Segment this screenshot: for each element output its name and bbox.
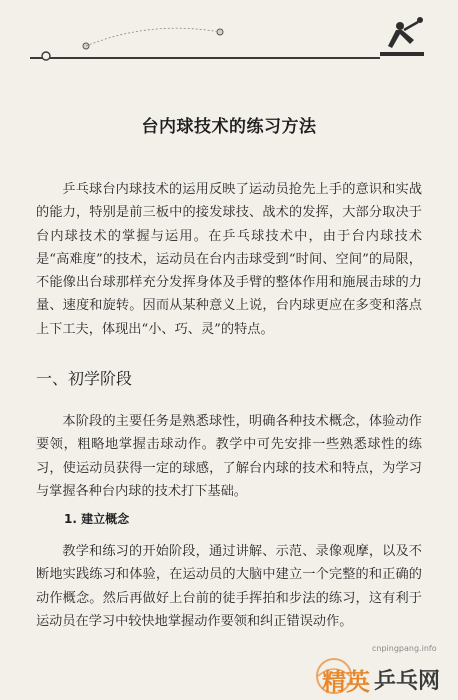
stage-paragraph: 本阶段的主要任务是熟悉球性，明确各种技术概念，体验动作要领，粗略地掌握击球动作。教学中可先安排一些熟悉球性的练习，使运动员获得一定的球感，了解台内球的技术和特点，为学习与掌握各种台内球的技术打下基础。 [36,414,422,499]
site-watermark [304,656,454,696]
intro-paragraph: 乒乓球台内球技术的运用反映了运动员抢先上手的意识和实战的能力，特别是前三板中的接发球技、战术的发挥，大部分取决于台内球技术的掌握与运用。在乒乓球技术中，由于台内球技术是“高难度”的技术，运动员在台内击球受到“时间、空间”的局限，不能像出台球那样充分发挥身体及手臂的整体作用和施展击球的力量、速度和旋转。因而从某种意义上说，台内球更应在多变和落点上下工夫，体现出“小、巧、灵”的特点。 [36,182,422,337]
site-url: cnpingpang.info [372,644,437,653]
page-title: 台内球技术的练习方法 [141,117,317,137]
sub-heading: 1. 建立概念 [64,512,130,526]
header-dot [42,52,50,60]
watermark-text-pingpang: 乒乓网 [374,669,441,694]
ping-pong-player-icon [380,17,424,56]
section-heading: 一、初学阶段 [36,369,133,388]
concept-paragraph: 教学和练习的开始阶段，通过讲解、示范、录像观摩，以及不断地实践练习和体验，在运动员的大脑中建立一个完整的和正确的动作概念。然后再做好上台前的徒手挥拍和步法的练习，这有利于运动员在学习中较快地掌握动作要领和纠正错误动作。 [36,544,422,629]
watermark-text-jingying: 精英 [322,668,370,696]
header-rule [0,0,458,70]
